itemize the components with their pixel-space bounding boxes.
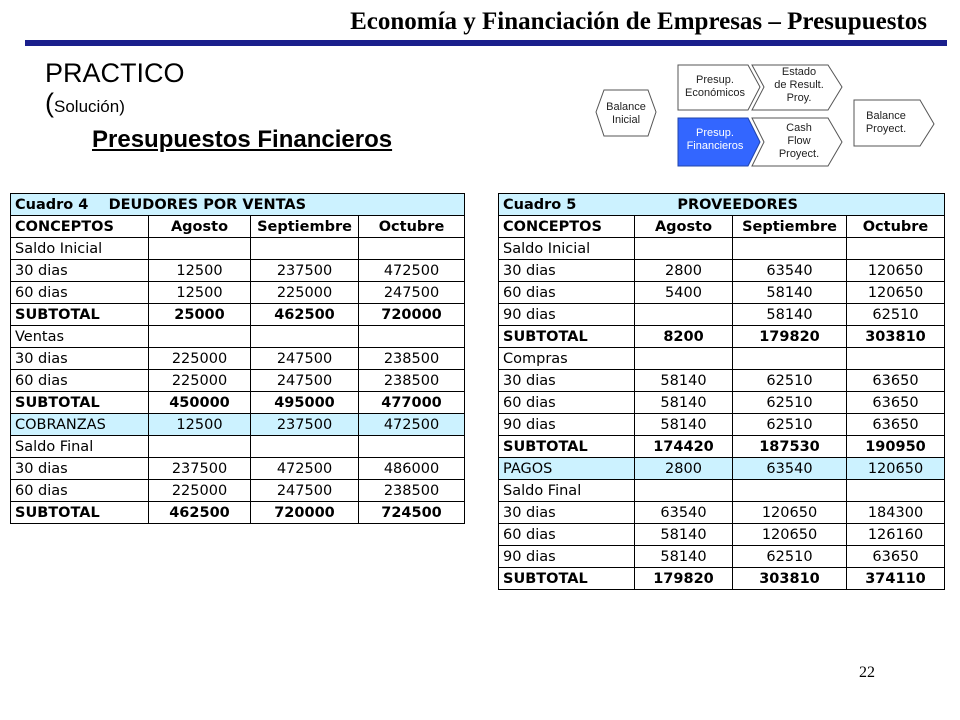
- row-label: COBRANZAS: [11, 414, 149, 436]
- row-label: Saldo Inicial: [499, 238, 635, 260]
- table-cell: 462500: [149, 502, 251, 524]
- table-cell: 486000: [359, 458, 465, 480]
- row-label: 60 dias: [11, 370, 149, 392]
- cuadro4-title: Cuadro 4 DEUDORES POR VENTAS: [11, 194, 465, 216]
- flow-presup-financieros: Presup. Financieros: [686, 127, 744, 152]
- column-header: Septiembre: [733, 216, 847, 238]
- title-rule: [25, 40, 947, 46]
- row-label: SUBTOTAL: [499, 436, 635, 458]
- table-cell: 374110: [847, 568, 945, 590]
- cuadro4-table: [10, 193, 465, 524]
- table-cell: 62510: [733, 392, 847, 414]
- table-cell: 462500: [251, 304, 359, 326]
- table-cell: 2800: [635, 260, 733, 282]
- table-row: [11, 436, 465, 458]
- table-cell: 247500: [251, 348, 359, 370]
- table-cell: 190950: [847, 436, 945, 458]
- row-label: 90 dias: [499, 546, 635, 568]
- flow-balance-inicial: Balance Inicial: [606, 101, 646, 126]
- table-row: [11, 392, 465, 414]
- table-cell: 63650: [847, 414, 945, 436]
- table-row: [499, 436, 945, 458]
- table-row: [499, 348, 945, 370]
- table-cell: 225000: [149, 480, 251, 502]
- table-row: [499, 480, 945, 502]
- table-row: [499, 524, 945, 546]
- table-cell: 120650: [733, 502, 847, 524]
- table-cell: 58140: [635, 414, 733, 436]
- table-row: [499, 458, 945, 480]
- cuadro5-title: Cuadro 5 PROVEEDORES: [499, 194, 945, 216]
- table-row: [499, 282, 945, 304]
- row-label: 30 dias: [11, 348, 149, 370]
- row-label: 30 dias: [11, 260, 149, 282]
- table-cell: 58140: [733, 282, 847, 304]
- table-cell: 62510: [733, 370, 847, 392]
- table-row: [499, 546, 945, 568]
- table-row: [11, 370, 465, 392]
- table-cell: 12500: [149, 414, 251, 436]
- table-cell: [847, 348, 945, 370]
- table-cell: 238500: [359, 370, 465, 392]
- table-cell: 120650: [847, 458, 945, 480]
- row-label: 30 dias: [499, 260, 635, 282]
- table-cell: 120650: [847, 260, 945, 282]
- table-cell: 120650: [847, 282, 945, 304]
- table-cell: 63540: [733, 260, 847, 282]
- table-cell: 472500: [359, 414, 465, 436]
- budget-flow-diagram: [592, 60, 937, 172]
- flow-presup-economicos: Presup. Económicos: [685, 74, 745, 99]
- table-cell: [149, 238, 251, 260]
- row-label: 90 dias: [499, 414, 635, 436]
- table-row: [11, 480, 465, 502]
- row-label: Saldo Final: [11, 436, 149, 458]
- table-cell: 63650: [847, 392, 945, 414]
- row-label: Compras: [499, 348, 635, 370]
- table-cell: 5400: [635, 282, 733, 304]
- table-cell: [635, 304, 733, 326]
- table-cell: [733, 348, 847, 370]
- table-cell: 472500: [359, 260, 465, 282]
- row-label: SUBTOTAL: [11, 502, 149, 524]
- table-row: [499, 238, 945, 260]
- table-cell: 720000: [359, 304, 465, 326]
- table-cell: 477000: [359, 392, 465, 414]
- table-cell: 450000: [149, 392, 251, 414]
- row-label: 30 dias: [499, 370, 635, 392]
- table-cell: 25000: [149, 304, 251, 326]
- table-cell: 237500: [149, 458, 251, 480]
- table-row: [499, 326, 945, 348]
- practico-label: PRACTICO: [45, 58, 185, 88]
- row-label: 60 dias: [11, 282, 149, 304]
- solucion-label: (Solución): [45, 88, 125, 118]
- table-cell: 2800: [635, 458, 733, 480]
- table-row: [499, 414, 945, 436]
- flow-cash-flow: Cash Flow Proyect.: [778, 122, 820, 160]
- table-cell: 63540: [733, 458, 847, 480]
- table-cell: 12500: [149, 282, 251, 304]
- row-label: PAGOS: [499, 458, 635, 480]
- column-header: CONCEPTOS: [11, 216, 149, 238]
- table-row: [11, 502, 465, 524]
- row-label: 60 dias: [499, 524, 635, 546]
- flow-balance-proyect: Balance Proyect.: [865, 110, 907, 135]
- practico-heading: [45, 58, 185, 122]
- table-cell: 187530: [733, 436, 847, 458]
- row-label: SUBTOTAL: [11, 392, 149, 414]
- table-cell: 63540: [635, 502, 733, 524]
- row-label: 90 dias: [499, 304, 635, 326]
- row-label: SUBTOTAL: [499, 568, 635, 590]
- table-cell: 303810: [733, 568, 847, 590]
- row-label: 30 dias: [11, 458, 149, 480]
- row-label: SUBTOTAL: [499, 326, 635, 348]
- table-cell: 58140: [733, 304, 847, 326]
- table-cell: 58140: [635, 546, 733, 568]
- table-cell: [149, 436, 251, 458]
- table-cell: 238500: [359, 480, 465, 502]
- table-cell: [635, 238, 733, 260]
- table-cell: 126160: [847, 524, 945, 546]
- row-label: SUBTOTAL: [11, 304, 149, 326]
- flow-estado-result: Estado de Result. Proy.: [774, 66, 824, 104]
- table-row: [499, 392, 945, 414]
- table-cell: 174420: [635, 436, 733, 458]
- table-cell: [635, 348, 733, 370]
- cuadro5-header-row: [499, 216, 945, 238]
- table-cell: 62510: [733, 414, 847, 436]
- column-header: CONCEPTOS: [499, 216, 635, 238]
- table-cell: 58140: [635, 370, 733, 392]
- row-label: 60 dias: [499, 392, 635, 414]
- table-cell: [733, 480, 847, 502]
- table-row: [499, 370, 945, 392]
- cuadro4-header-row: [11, 216, 465, 238]
- table-row: [11, 326, 465, 348]
- table-row: [11, 458, 465, 480]
- table-cell: 179820: [733, 326, 847, 348]
- cuadro5-table: [498, 193, 945, 590]
- column-header: Agosto: [149, 216, 251, 238]
- column-header: Septiembre: [251, 216, 359, 238]
- table-cell: 720000: [251, 502, 359, 524]
- table-cell: [359, 238, 465, 260]
- row-label: Saldo Inicial: [11, 238, 149, 260]
- table-cell: 179820: [635, 568, 733, 590]
- section-subtitle: Presupuestos Financieros: [92, 126, 393, 153]
- slide-title: Economía y Financiación de Empresas – Presupuestos: [350, 8, 927, 35]
- table-row: [499, 304, 945, 326]
- table-cell: 225000: [149, 348, 251, 370]
- row-label: 30 dias: [499, 502, 635, 524]
- table-row: [499, 568, 945, 590]
- table-cell: 58140: [635, 392, 733, 414]
- table-cell: [847, 480, 945, 502]
- row-label: Ventas: [11, 326, 149, 348]
- table-cell: [359, 326, 465, 348]
- table-cell: 247500: [251, 370, 359, 392]
- table-cell: 225000: [149, 370, 251, 392]
- table-cell: [733, 238, 847, 260]
- page-number: 22: [859, 664, 875, 681]
- table-row: [11, 304, 465, 326]
- table-cell: 120650: [733, 524, 847, 546]
- table-cell: 62510: [847, 304, 945, 326]
- table-row: [11, 238, 465, 260]
- table-row: [499, 260, 945, 282]
- table-row: [11, 414, 465, 436]
- table-row: [11, 282, 465, 304]
- table-cell: 12500: [149, 260, 251, 282]
- row-label: Saldo Final: [499, 480, 635, 502]
- table-cell: 237500: [251, 414, 359, 436]
- table-cell: [847, 238, 945, 260]
- row-label: 60 dias: [499, 282, 635, 304]
- table-cell: [359, 436, 465, 458]
- table-cell: 247500: [359, 282, 465, 304]
- table-cell: [251, 238, 359, 260]
- table-cell: 238500: [359, 348, 465, 370]
- table-cell: 184300: [847, 502, 945, 524]
- table-cell: 472500: [251, 458, 359, 480]
- table-row: [11, 348, 465, 370]
- column-header: Agosto: [635, 216, 733, 238]
- table-cell: 58140: [635, 524, 733, 546]
- column-header: Octubre: [359, 216, 465, 238]
- table-cell: 237500: [251, 260, 359, 282]
- table-cell: [149, 326, 251, 348]
- table-row: [11, 260, 465, 282]
- table-cell: [635, 480, 733, 502]
- table-cell: 8200: [635, 326, 733, 348]
- table-cell: 63650: [847, 546, 945, 568]
- table-cell: 62510: [733, 546, 847, 568]
- table-cell: 495000: [251, 392, 359, 414]
- table-cell: 225000: [251, 282, 359, 304]
- table-row: [499, 502, 945, 524]
- table-cell: [251, 326, 359, 348]
- table-cell: 303810: [847, 326, 945, 348]
- row-label: 60 dias: [11, 480, 149, 502]
- column-header: Octubre: [847, 216, 945, 238]
- table-cell: 63650: [847, 370, 945, 392]
- table-cell: [251, 436, 359, 458]
- table-cell: 724500: [359, 502, 465, 524]
- table-cell: 247500: [251, 480, 359, 502]
